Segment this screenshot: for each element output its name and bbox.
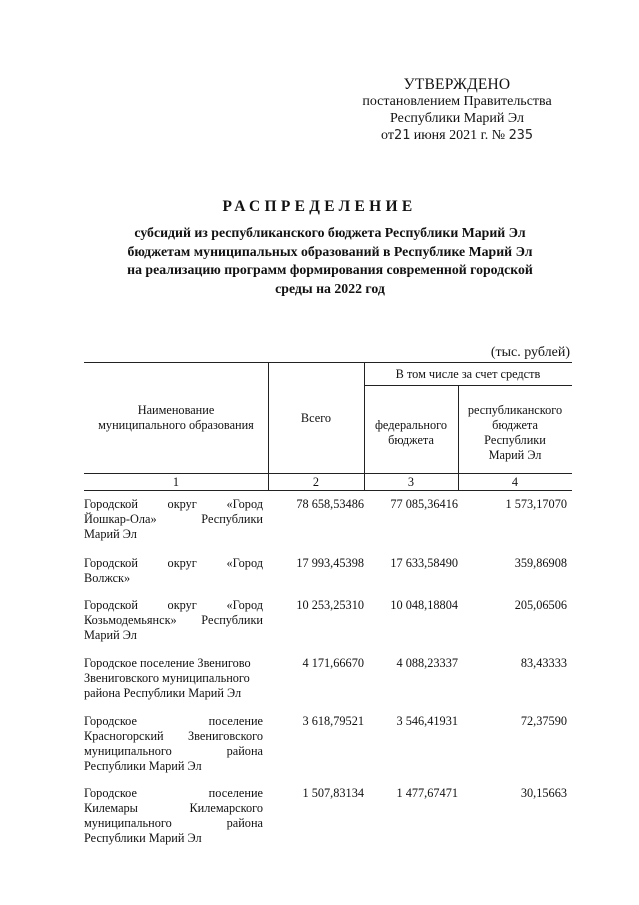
table-top-rule (84, 362, 572, 363)
header-bottom-rule (84, 473, 572, 474)
row-name-line: Волжск» (84, 571, 131, 585)
subtitle-line: на реализацию программ формирования современной городской (127, 262, 533, 278)
row-federal: 3 546,41931 (396, 714, 458, 728)
header-republic-line: бюджета (492, 418, 538, 432)
row-name-line: Городское поселение (84, 714, 263, 728)
header-total: Всего (300, 411, 332, 425)
col-divider-1 (268, 362, 269, 490)
row-federal: 77 085,36416 (390, 497, 458, 511)
row-name-line: Марий Эл (84, 628, 137, 642)
row-name-line: Городское поселение (84, 786, 263, 800)
header-including: В том числе за счет средств (395, 367, 541, 381)
header-republic (458, 403, 572, 463)
row-federal: 4 088,23337 (396, 656, 458, 670)
approval-date-month-year: июня 2021 г. № (413, 128, 506, 143)
units-label: (тыс. рублей) (490, 345, 570, 360)
row-name-line: Городское поселение Звенигово (84, 656, 251, 670)
subtitle-line: среды на 2022 год (275, 281, 385, 297)
approval-number: 235 (508, 127, 533, 143)
row-name (84, 656, 263, 701)
row-republic: 359,86908 (514, 556, 567, 570)
header-republic-line: Республики (484, 433, 546, 447)
header-name (84, 403, 268, 433)
row-republic: 83,43333 (520, 656, 567, 670)
row-republic: 72,37590 (520, 714, 567, 728)
column-number-3: 3 (407, 475, 415, 489)
row-name-line: Звениговского муниципального (84, 671, 250, 685)
row-name (84, 598, 263, 643)
row-name-line: Килемары Килемарского (84, 801, 263, 815)
header-republic-line: Марий Эл (488, 448, 542, 462)
row-federal: 17 633,58490 (390, 556, 458, 570)
row-name-line: Козьмодемьянск» Республики (84, 613, 263, 627)
approval-date-day: 21 (393, 127, 411, 143)
row-total: 3 618,79521 (302, 714, 364, 728)
subtitle-line: бюджетам муниципальных образований в Республике Марий Эл (127, 243, 533, 259)
header-name-line: Наименование (137, 403, 215, 417)
row-name (84, 786, 263, 846)
row-name (84, 714, 263, 774)
row-republic: 1 573,17070 (505, 497, 567, 511)
column-number-4: 4 (511, 475, 519, 489)
header-federal-line: федерального (374, 418, 448, 432)
row-name-line: Марий Эл (84, 527, 137, 541)
row-total: 17 993,45398 (296, 556, 364, 570)
approval-line-1: постановлением Правительства (362, 94, 552, 109)
row-name-line: Городской округ «Город (84, 497, 263, 511)
row-federal: 10 048,18804 (390, 598, 458, 612)
row-name-line: Республики Марий Эл (84, 831, 202, 845)
document-title: РАСПРЕДЕЛЕНИЕ (222, 198, 417, 215)
approval-heading: УТВЕРЖДЕНО (403, 76, 511, 93)
approval-line-2: Республики Марий Эл (390, 111, 524, 126)
row-republic: 205,06506 (514, 598, 567, 612)
row-name-line: Республики Марий Эл (84, 759, 202, 773)
approval-date-prefix: от (381, 128, 394, 143)
row-total: 1 507,83134 (302, 786, 364, 800)
row-name (84, 497, 263, 542)
subtitle-line: субсидий из республиканского бюджета Республики Марий Эл (134, 225, 526, 240)
row-name-line: муниципального района (84, 816, 263, 830)
row-name-line: Красногорский Звениговского (84, 729, 263, 743)
row-total: 78 658,53486 (296, 497, 364, 511)
column-number-1: 1 (172, 475, 180, 489)
header-federal-line: бюджета (388, 433, 434, 447)
row-name-line: Йошкар-Ола» Республики (84, 512, 263, 526)
numbers-bottom-rule (84, 490, 572, 491)
row-total: 10 253,25310 (296, 598, 364, 612)
row-federal: 1 477,67471 (396, 786, 458, 800)
row-name-line: муниципального района (84, 744, 263, 758)
row-name-line: Городской округ «Город (84, 556, 263, 570)
row-republic: 30,15663 (520, 786, 567, 800)
header-name-line: муниципального образования (98, 418, 254, 432)
header-republic-line: республиканского (467, 403, 563, 417)
row-name-line: района Республики Марий Эл (84, 686, 242, 700)
row-total: 4 171,66670 (302, 656, 364, 670)
header-federal (364, 418, 458, 448)
column-number-2: 2 (312, 475, 320, 489)
subheader-rule (364, 385, 572, 386)
row-name (84, 556, 263, 586)
row-name-line: Городской округ «Город (84, 598, 263, 612)
